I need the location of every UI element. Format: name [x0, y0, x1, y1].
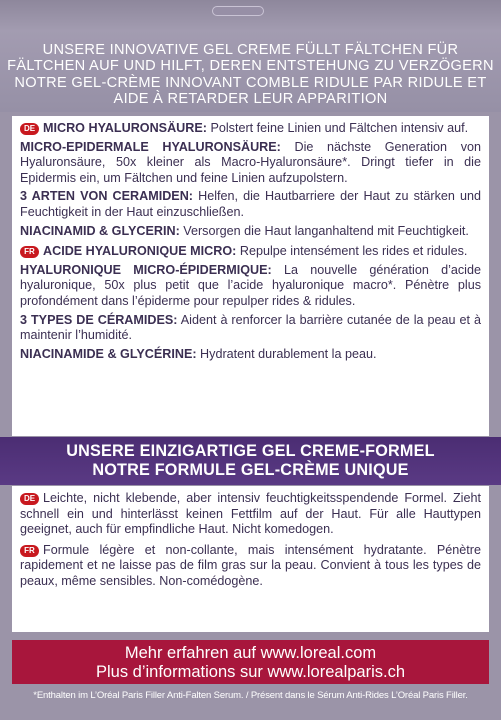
texture-fr — [12, 543, 489, 590]
formula-title-de: UNSERE EINZIGARTIGE GEL CREME-FORMEL — [66, 442, 435, 460]
claim-de-line-1: UNSERE INNOVATIVE GEL CREME FÜLLT FÄLTCHEN FÜR — [42, 42, 459, 58]
ingredient-term: NIACINAMIDE & GLYCÉRINE: — [20, 346, 197, 361]
ingredient-fr-2 — [12, 263, 489, 310]
de-badge: DE — [20, 123, 39, 135]
ingredient-text: Hydratent durablement la peau. — [196, 346, 377, 361]
fr-badge: FR — [20, 246, 39, 258]
claim-fr-line-1: NOTRE GEL-CRÈME INNOVANT COMBLE RIDULE PAR RIDULE ET — [14, 74, 487, 91]
website-footer — [12, 640, 489, 684]
box-top-edge — [0, 0, 501, 30]
texture-fr-text: Formule légère et non-collante, mais intensément hydratante. Pénètre rapidement et ne laisse pas de film gras sur la peau. Convient à tous les types de peaux, même sensibles. Non-comédogène. — [20, 542, 481, 588]
ingredient-text: Repulpe intensément les rides et ridules. — [236, 244, 468, 259]
texture-de — [12, 491, 489, 538]
ingredient-term: MICRO HYALURONSÄURE: — [43, 121, 207, 135]
ingredient-de-3 — [12, 189, 489, 220]
texture-panel — [12, 486, 489, 632]
texture-de-text: Leichte, nicht klebende, aber intensiv feuchtigkeitsspendende Formel. Zieht schnell ein und hinterlässt keinen Fettfilm auf der Haut. Für alle Hauttypen geeignet, auch für empfindliche Haut. Nicht komedogen. — [20, 491, 481, 537]
website-fr: Plus d’informations sur www.lorealparis.ch — [95, 663, 406, 681]
ingredient-text: La nouvelle génération d’acide hyaluronique, 50x plus petit que l’acide hyaluronique macro*. Pénètre plus profondément dans l’épiderme pour repulper rides & ridules. — [20, 262, 481, 308]
ingredient-term: NIACINAMID & GLYCERIN: — [20, 223, 180, 238]
box-tab-slot — [212, 6, 264, 16]
formula-band — [0, 437, 501, 485]
ingredient-term: ACIDE HYALURONIQUE MICRO: — [43, 244, 237, 259]
ingredient-text: Versorgen die Haut langanhaltend mit Feuchtigkeit. — [179, 223, 469, 238]
formula-title-fr: NOTRE FORMULE GEL-CRÈME UNIQUE — [92, 461, 409, 479]
claim-fr-line-2: AIDE À RETARDER LEUR APPARITION — [113, 91, 388, 108]
ingredient-de-4 — [12, 224, 489, 240]
ingredient-text: Die nächste Generation von Hyaluronsäure, 50x kleiner als Macro-Hyaluronsäure*. Dringt tiefer in die Epidermis ein, um Fältchen und feine Linien aufzupolstern. — [20, 139, 482, 185]
ingredient-term: 3 TYPES DE CÉRAMIDES: — [20, 312, 178, 327]
ingredient-term: MICRO-EPIDERMALE HYALURONSÄURE: — [20, 139, 281, 154]
ingredient-fr-4 — [12, 347, 489, 363]
claim-de-line-2: FÄLTCHEN AUF UND HILFT, DEREN ENTSTEHUNG ZU VERZÖGERN — [7, 58, 494, 75]
ingredient-fr-1 — [12, 244, 489, 260]
ingredient-de-1 — [12, 121, 489, 137]
website-de: Mehr erfahren auf www.loreal.com — [124, 644, 377, 662]
ingredient-term: HYALURONIQUE MICRO-ÉPIDERMIQUE: — [20, 262, 272, 277]
ingredient-de-2 — [12, 140, 489, 187]
de-badge: DE — [20, 493, 39, 505]
ingredients-panel — [12, 116, 489, 436]
ingredient-fr-3 — [12, 313, 489, 344]
ingredient-text: Aident à renforcer la barrière cutanée de la peau et à maintenir l’humidité. — [20, 312, 481, 343]
ingredient-term: 3 ARTEN VON CERAMIDEN: — [20, 189, 193, 204]
claim-header — [0, 30, 501, 112]
fr-badge: FR — [20, 545, 39, 557]
ingredient-text: Polstert feine Linien und Fältchen intensiv auf. — [206, 121, 469, 135]
footnote: *Enthalten im L’Oréal Paris Filler Anti-Falten Serum. / Présent dans le Sérum Anti-Rides L’Oréal Paris Filler. — [33, 690, 468, 701]
ingredient-text: Helfen, die Hautbarriere der Haut zu stärken und Feuchtigkeit in der Haut einzuschließen. — [20, 189, 481, 219]
